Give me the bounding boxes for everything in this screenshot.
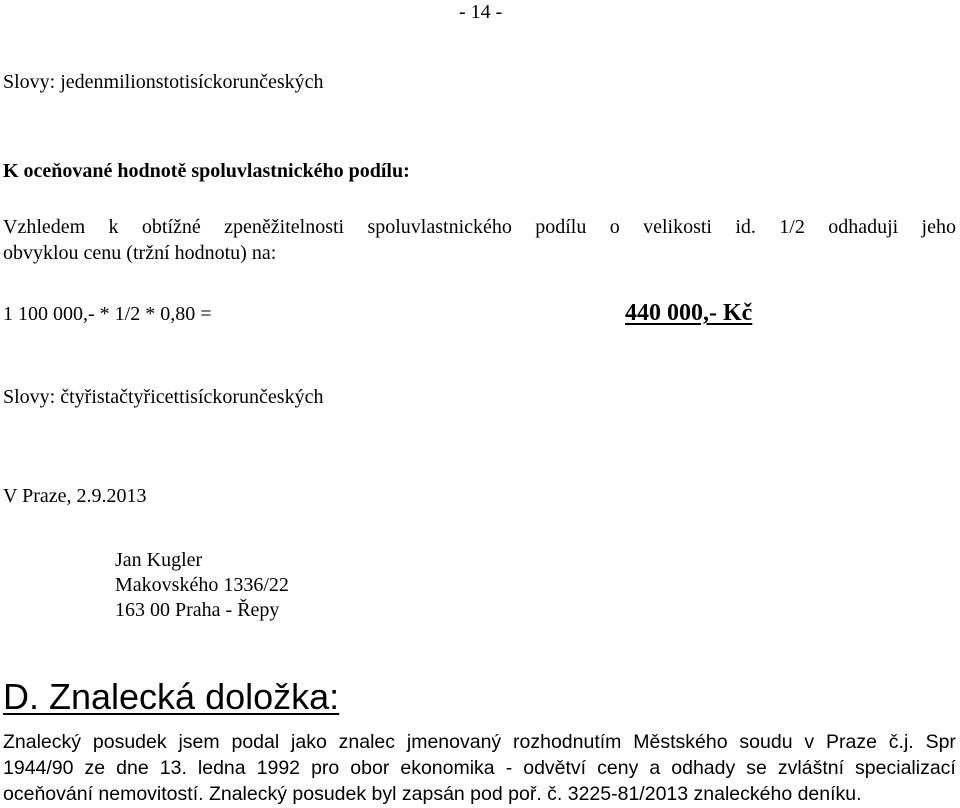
word: odvětví	[523, 757, 587, 779]
word: spoluvlastnického	[367, 216, 512, 238]
word: odhaduji	[828, 216, 899, 238]
word: Znalecký	[3, 731, 82, 753]
share-words-text: Slovy: čtyřistačtyřicettisíckorunčeských	[3, 386, 324, 408]
word: č.j.	[888, 731, 914, 753]
word: se	[746, 757, 767, 779]
word: zpeněžitelnosti	[224, 216, 345, 238]
signature-block	[115, 548, 289, 623]
word: v	[804, 731, 815, 753]
word: 1944/90	[3, 757, 74, 779]
share-formula: 1 100 000,- * 1/2 * 0,80 =	[3, 303, 212, 325]
clause-heading: D. Znalecká doložka:	[3, 676, 340, 717]
word: obor	[350, 757, 390, 779]
word: -	[505, 757, 513, 779]
signature-name: Jan Kugler	[115, 549, 203, 571]
word: dne	[116, 757, 149, 779]
word: znalec	[338, 731, 396, 753]
share-paragraph-line-1	[3, 215, 956, 239]
word: ze	[84, 757, 106, 779]
signature-city: 163 00 Praha - Řepy	[115, 599, 280, 621]
page-number: - 14 -	[459, 1, 503, 23]
word: k	[108, 216, 119, 238]
share-paragraph-line-2: obvyklou cenu (tržní hodnotu) na:	[3, 242, 277, 264]
word: podal	[231, 731, 280, 753]
word: jmenovaný	[406, 731, 502, 753]
word: Městského	[633, 731, 728, 753]
word: pro	[311, 757, 340, 779]
clause-line-2	[3, 755, 956, 781]
word: jako	[291, 731, 327, 753]
word: jeho	[921, 216, 956, 238]
word: id.	[735, 216, 756, 238]
word: 1/2	[779, 216, 805, 238]
share-paragraph	[3, 215, 956, 265]
word: zvláštní	[777, 757, 845, 779]
word: podílu	[535, 216, 587, 238]
word: ceny	[597, 757, 639, 779]
word: Vzhledem	[3, 216, 86, 238]
word: ekonomika	[400, 757, 495, 779]
clause-line-3: oceňování nemovitostí. Znalecký posudek byl zapsán pod poř. č. 3225-81/2013 znaleckého deníku.	[3, 783, 862, 805]
word: Praze	[826, 731, 877, 753]
word: soudu	[739, 731, 793, 753]
word: obtížné	[141, 216, 201, 238]
word: a	[649, 757, 661, 779]
clause-paragraph	[3, 729, 956, 807]
share-heading: K oceňované hodnotě spoluvlastnického podílu:	[3, 160, 410, 182]
place-date: V Praze, 2.9.2013	[3, 485, 147, 507]
word: 1992	[256, 757, 301, 779]
word: velikosti	[643, 216, 712, 238]
word: ledna	[197, 757, 246, 779]
clause-line-1	[3, 729, 956, 755]
signature-street: Makovského 1336/22	[115, 574, 289, 596]
word: posudek	[92, 731, 167, 753]
word: rozhodnutím	[513, 731, 622, 753]
share-amount: 440 000,- Kč	[625, 300, 753, 326]
word: specializací	[855, 757, 956, 779]
total-words-text: Slovy: jedenmilionstotisíckorunčeských	[3, 71, 324, 93]
word: o	[609, 216, 620, 238]
word: jsem	[178, 731, 220, 753]
word: odhady	[671, 757, 736, 779]
word: 13.	[159, 757, 187, 779]
word: Spr	[925, 731, 956, 753]
